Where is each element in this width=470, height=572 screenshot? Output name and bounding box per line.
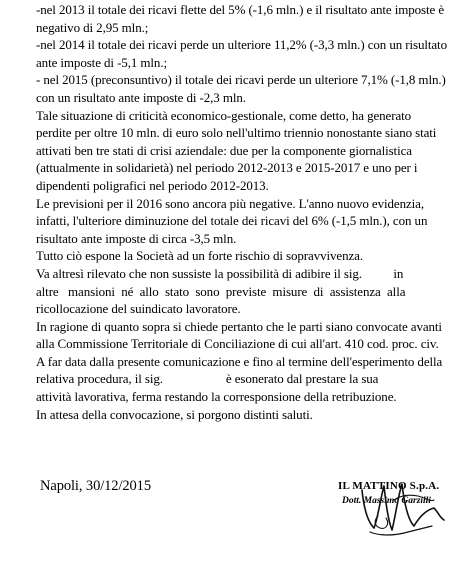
text-line: perdite per oltre 10 mln. di euro solo nell'ultimo triennio nonostante siano stati <box>36 125 437 141</box>
text-line: con un risultato ante imposte di -2,3 mln. <box>36 89 246 105</box>
letter-body <box>36 1 454 423</box>
text-line: negativo di 2,95 mln.; <box>36 19 149 35</box>
text-line: infatti, l'ulteriore diminuzione del totale dei ricavi del 6% (-1,5 mln.), con un <box>36 213 428 229</box>
text-line: alla Commissione Territoriale di Conciliazione di cui all'art. 410 cod. proc. civ. <box>36 336 439 352</box>
text-line: ante imposte di -5,1 mln.; <box>36 54 167 70</box>
text-line: Tutto ciò espone la Società ad un forte rischio di sopravvivenza. <box>36 248 363 264</box>
text-line: Tale situazione di criticità economico-gestionale, come detto, ha generato <box>36 107 412 123</box>
text-line: attivati ben tre stati di crisi aziendale: due per la componente giornalistica <box>36 142 412 158</box>
text-line: -nel 2013 il totale dei ricavi flette del 5% (-1,6 mln.) e il risultato ante imposte è <box>36 2 444 17</box>
text-line: ricollocazione del suindicato lavoratore. <box>36 301 241 317</box>
text-line: In ragione di quanto sopra si chiede pertanto che le parti siano convocate avanti <box>36 318 442 334</box>
signature-stamp <box>334 470 464 550</box>
text-line: dipendenti poligrafici nel periodo 2012-2013. <box>36 177 269 193</box>
place-date: Napoli, 30/12/2015 <box>40 478 151 494</box>
text-line: Va altresì rilevato che non sussiste la possibilità di adibire il sig. in <box>36 265 404 281</box>
text-line: Le previsioni per il 2016 sono ancora più negative. L'anno nuovo evidenzia, <box>36 195 424 211</box>
text-line: - nel 2015 (preconsuntivo) il totale dei ricavi perde un ulteriore 7,1% (-1,8 mln.) <box>36 72 446 88</box>
text-line: relativa procedura, il sig. è esonerato dal prestare la sua <box>36 371 379 387</box>
text-line: risultato ante imposte di circa -3,5 mln. <box>36 230 237 246</box>
text-line: In attesa della convocazione, si porgono distinti saluti. <box>36 406 313 422</box>
text-line: -nel 2014 il totale dei ricavi perde un ulteriore 11,2% (-3,3 mln.) con un risultato <box>36 37 447 53</box>
text-line: (attualmente in solidarietà) nel periodo 2012-2013 e 2015-2017 e uno per i <box>36 160 418 176</box>
text-line: attività lavorativa, ferma restando la corresponsione della retribuzione. <box>36 389 397 405</box>
stamp-name: Dott. Massimo Garzilli <box>342 496 431 506</box>
text-line: A far data dalla presente comunicazione e fino al termine dell'esperimento della <box>36 353 443 369</box>
stamp-company: IL MATTINO S.p.A. <box>338 480 440 492</box>
text-line: altre mansioni né allo stato sono previste misure di assistenza alla <box>36 283 406 299</box>
handwritten-signature <box>334 470 464 550</box>
